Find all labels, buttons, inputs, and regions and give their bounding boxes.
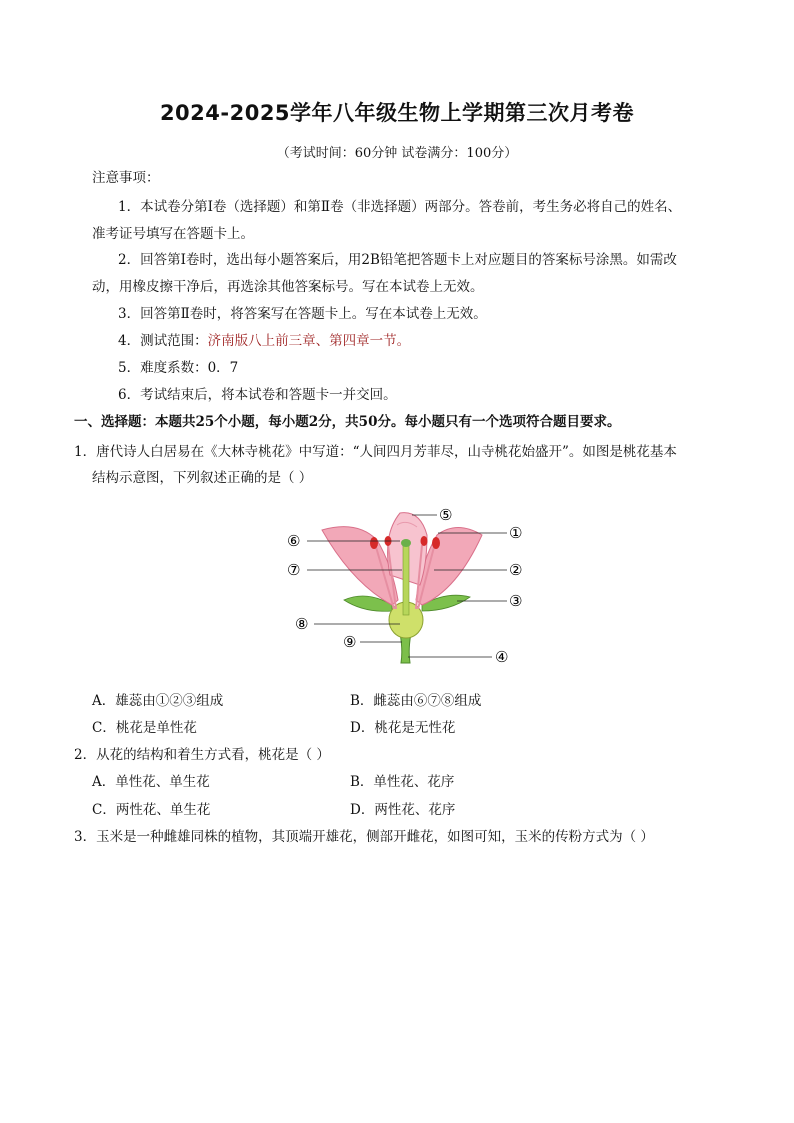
q1-option-d: D．桃花是无性花 bbox=[350, 720, 456, 736]
label-2: ② bbox=[509, 561, 523, 579]
label-1: ① bbox=[509, 524, 523, 542]
label-6: ⑥ bbox=[287, 532, 301, 550]
notice-heading: 注意事项： bbox=[92, 170, 160, 186]
label-7: ⑦ bbox=[287, 561, 301, 579]
q2-option-d: D．两性花、花序 bbox=[350, 802, 456, 818]
test-range: 济南版八上前三章、第四章一节。 bbox=[207, 333, 411, 349]
exam-title: 2024-2025学年八年级生物上学期第三次月考卷 bbox=[159, 101, 635, 125]
exam-subtitle: （考试时间：60分钟 试卷满分：100分） bbox=[276, 146, 518, 161]
peach-flower-diagram bbox=[282, 505, 532, 665]
notice-item-1-line-2: 准考证号填写在答题卡上。 bbox=[92, 226, 254, 242]
notice-item-6: 6．考试结束后，将本试卷和答题卡一并交回。 bbox=[118, 387, 397, 403]
label-5: ⑤ bbox=[439, 506, 453, 524]
notice-item-4-prefix: 4．测试范围： bbox=[118, 333, 208, 349]
question-2-stem: 2．从花的结构和着生方式看，桃花是（ ） bbox=[74, 747, 330, 763]
section-1-heading: 一、选择题：本题共25个小题，每小题2分，共50分。每小题只有一个选项符合题目要求。 bbox=[74, 414, 621, 430]
label-4: ④ bbox=[495, 648, 509, 665]
question-1-line-2: 结构示意图，下列叙述正确的是（ ） bbox=[92, 470, 313, 486]
label-3: ③ bbox=[509, 592, 523, 610]
notice-item-2-line-2: 动，用橡皮擦干净后，再选涂其他答案标号。写在本试卷上无效。 bbox=[92, 279, 484, 295]
notice-item-5: 5．难度系数：0．7 bbox=[118, 360, 239, 376]
notice-item-3: 3．回答第Ⅱ卷时，将答案写在答题卡上。写在本试卷上无效。 bbox=[118, 306, 487, 322]
q1-option-a: A．雄蕊由①②③组成 bbox=[92, 693, 224, 709]
notice-item-1-line-1: 1．本试卷分第Ⅰ卷（选择题）和第Ⅱ卷（非选择题）两部分。答卷前，考生务必将自己的姓名、 bbox=[118, 199, 682, 215]
q1-option-c: C．桃花是单性花 bbox=[92, 720, 197, 736]
q2-option-b: B．单性花、花序 bbox=[350, 774, 455, 790]
label-9: ⑨ bbox=[343, 633, 357, 651]
question-1-line-1: 1．唐代诗人白居易在《大林寺桃花》中写道：“人间四月芳菲尽，山寺桃花始盛开”。如图是桃花基本 bbox=[74, 444, 677, 460]
q2-option-a: A．单性花、单生花 bbox=[92, 774, 210, 790]
q2-option-c: C．两性花、单生花 bbox=[92, 802, 211, 818]
notice-item-2-line-1: 2．回答第Ⅰ卷时，选出每小题答案后，用2B铅笔把答题卡上对应题目的答案标号涂黑。如需改 bbox=[118, 252, 677, 268]
q1-option-b: B．雌蕊由⑥⑦⑧组成 bbox=[350, 693, 482, 709]
label-8: ⑧ bbox=[295, 615, 309, 633]
question-3-stem: 3．玉米是一种雌雄同株的植物，其顶端开雄花，侧部开雌花，如图可知，玉米的传粉方式为（ ） bbox=[74, 829, 654, 845]
notice-item-4 bbox=[118, 331, 410, 351]
